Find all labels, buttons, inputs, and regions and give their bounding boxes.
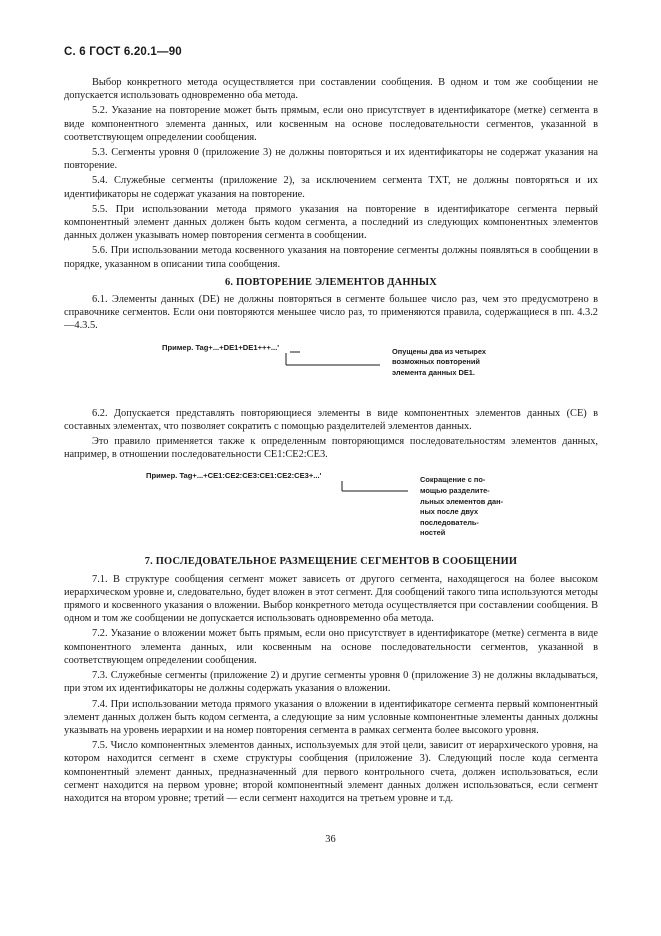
note-line: ностей [420, 528, 446, 538]
paragraph-6-1: 6.1. Элементы данных (DE) не должны повторяться в сегменте большее число раз, чем это предусмотрено в справочнике сегментов. Если они повторяются меньшее число раз, то применяются правила, содержащиеся в пп. 4.3.2—4.3.5. [64, 294, 598, 332]
paragraph-6-2: 6.2. Допускается представлять повторяющиеся элементы в виде компонентных элементов данных (CE) в составных элементах, что позволяет сократить с помощью разделителей элементов данных. [64, 407, 598, 432]
example-1-pointer [64, 339, 598, 401]
paragraph-7-5: 7.5. Число компонентных элементов данных, используемых для этой цели, зависит от иерархического уровня, на котором находится сегмент в схеме структуры сообщения (приложение 3). Следующий после кода сегмента компонентный элемент данных, предназначенный для первого контрольного счета, должен использоваться, если сегмент находится на первом уровне; второй компонентный элемент данных должен использоваться, если сегмент находится на втором уровне; третий — если сегмент находится на третьем уровне и т.д. [64, 740, 598, 804]
document-body [64, 76, 598, 807]
section-7-heading: 7. ПОСЛЕДОВАТЕЛЬНОЕ РАЗМЕЩЕНИЕ СЕГМЕНТОВ В СООБЩЕНИИ [144, 556, 518, 568]
example-1-note [392, 347, 486, 379]
paragraph: Выбор конкретного метода осуществляется при составлении сообщения. В одном и том же сообщении не допускается использовать одновременно оба метода. [64, 77, 598, 102]
example-2-note [420, 475, 503, 539]
paragraph-7-3: 7.3. Служебные сегменты (приложение 2) и другие сегменты уровня 0 (приложение 3) не должны вкладываться, при этом их идентификаторы не должны содержать указания о вложении. [64, 670, 598, 695]
example-2 [64, 467, 598, 549]
paragraph-5-4: 5.4. Служебные сегменты (приложение 2), за исключением сегмента TXT, не должны повторяться и их идентификаторы не содержат указания на повторение. [64, 175, 598, 200]
example-2-pointer [64, 467, 598, 549]
paragraph-6-2-cont: Это правило применяется также к определенным повторяющимся последовательностям элементов данных, например, в отношении последовательности CE1:CE2:CE3. [64, 436, 598, 461]
example-1-line: Пример. Tag+...+DE1+DE1+++...' [162, 342, 280, 352]
paragraph-5-6: 5.6. При использовании метода косвенного указания на повторение сегменты должны появляться в сообщении в порядке, указанном в описании типа сообщения. [64, 245, 598, 270]
note-line: последователь- [420, 517, 479, 527]
note-line: элемента данных DE1. [392, 367, 475, 377]
note-line: мощью разделите- [420, 486, 490, 496]
section-6-heading: 6. ПОВТОРЕНИЕ ЭЛЕМЕНТОВ ДАННЫХ [224, 276, 437, 288]
page-header: С. 6 ГОСТ 6.20.1—90 [64, 46, 182, 58]
note-line: льных элементов дан- [420, 496, 504, 506]
paragraph-7-2: 7.2. Указание о вложении может быть прямым, если оно присутствует в идентификаторе (метке) сегмента в виде компонентного элемента данных, или косвенным на основе последовательности сегментов, указанной в соответствующем определении сообщения. [64, 628, 598, 666]
note-line: возможных повторений [392, 357, 480, 367]
example-2-line: Пример. Tag+...+CE1:CE2:CE3:CE1:CE2:CE3+...' [146, 471, 322, 481]
paragraph-7-4: 7.4. При использовании метода прямого указания о вложении в идентификаторе сегмента первый компонентный элемент данных должен быть кодом сегмента, а следующие за ним условные компонентные элементы данных должны указывать на уровень иерархии и на номер повторения сегмента в рамках сегмента более высокого уровня. [64, 698, 598, 736]
note-line: Сокращение с по- [420, 475, 486, 485]
page-number: 36 [325, 834, 336, 845]
note-line: Опущены два из четырех [392, 346, 486, 356]
paragraph-5-5: 5.5. При использовании метода прямого указания на повторение в идентификаторе сегмента первый компонентный элемент данных должен быть кодом сегмента, а последний из следующих компонентных элементов данных должен указывать номер повторения сегмента в сообщении. [64, 203, 598, 242]
paragraph-7-1: 7.1. В структуре сообщения сегмент может зависеть от другого сегмента, находящегося на более высоком иерархическом уровне и, следовательно, будет вложен в этот сегмент. Для сообщений такого типа используются методы прямого и косвенного указания о вложении. Выбор конкретного метода осуществляется при составлении сообщения. В одном и том же сообщении не допускается использовать одновременно оба метода. [64, 573, 598, 625]
paragraph-5-2: 5.2. Указание на повторение может быть прямым, если оно присутствует в идентификаторе (метке) сегмента в виде компонентного элемента данных, или косвенным на основе последовательности сегментов, указанной в соответствующем определении сообщения. [64, 105, 598, 143]
note-line: ных после двух [420, 507, 479, 517]
paragraph-5-3: 5.3. Сегменты уровня 0 (приложение 3) не должны повторяться и их идентификаторы не содержат указания на повторение. [64, 147, 598, 172]
example-1 [64, 339, 598, 401]
